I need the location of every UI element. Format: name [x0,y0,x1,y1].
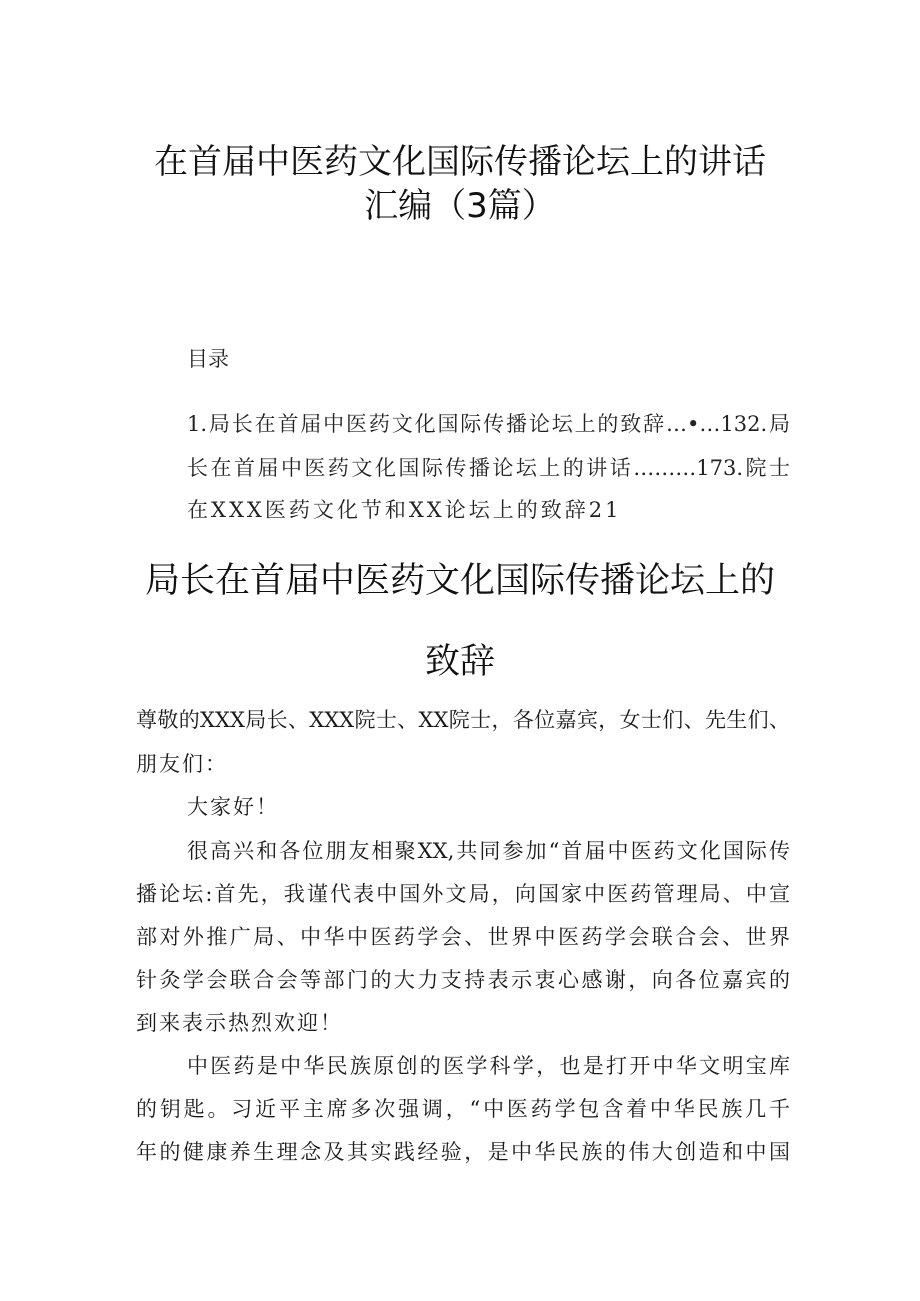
section-title-line-1: 局长在首届中医药文化国际传播论坛上的 [144,561,775,601]
body-line-9: 中医药是中华民族原创的医学科学，也是打开中华文明宝库 [187,1054,790,1078]
body-line-3: 大家好！ [187,795,279,819]
toc-line-2: 长在首届中医药文化国际传播论坛上的讲话………173.院士 [187,456,790,480]
body-line-1: 尊敬的XXX局长、XXX院士、XX院士，各位嘉宾，女士们、先生们、 [136,708,790,732]
body-line-11: 年的健康养生理念及其实践经验，是中华民族的伟大创造和中国 [136,1140,790,1164]
body-line-4: 很高兴和各位朋友相聚XX,共同参加“首届中医药文化国际传 [187,839,790,863]
body-line-2: 朋友们： [136,752,228,776]
section-title-line-2: 致辞 [424,642,495,682]
body-line-6: 部对外推广局、中华中医药学会、世界中医药学会联合会、世界 [136,925,790,949]
main-title-line-1: 在首届中医药文化国际传播论坛上的讲话 [154,142,766,182]
main-title-line-2: 汇编（3篇） [364,186,556,226]
body-line-10: 的钥匙。习近平主席多次强调，“中医药学包含着中华民族几千 [136,1097,790,1121]
toc-line-1: 1.局长在首届中医药文化国际传播论坛上的致辞…•…132.局 [187,412,790,436]
toc-line-3: 在XXX医药文化节和XX论坛上的致辞21 [187,498,622,522]
body-line-8: 到来表示热烈欢迎！ [136,1011,343,1035]
body-line-5: 播论坛:首先，我谨代表中国外文局，向国家中医药管理局、中宣 [136,882,790,906]
body-line-7: 针灸学会联合会等部门的大力支持表示衷心感谢，向各位嘉宾的 [136,968,790,992]
toc-heading: 目录 [187,347,229,371]
